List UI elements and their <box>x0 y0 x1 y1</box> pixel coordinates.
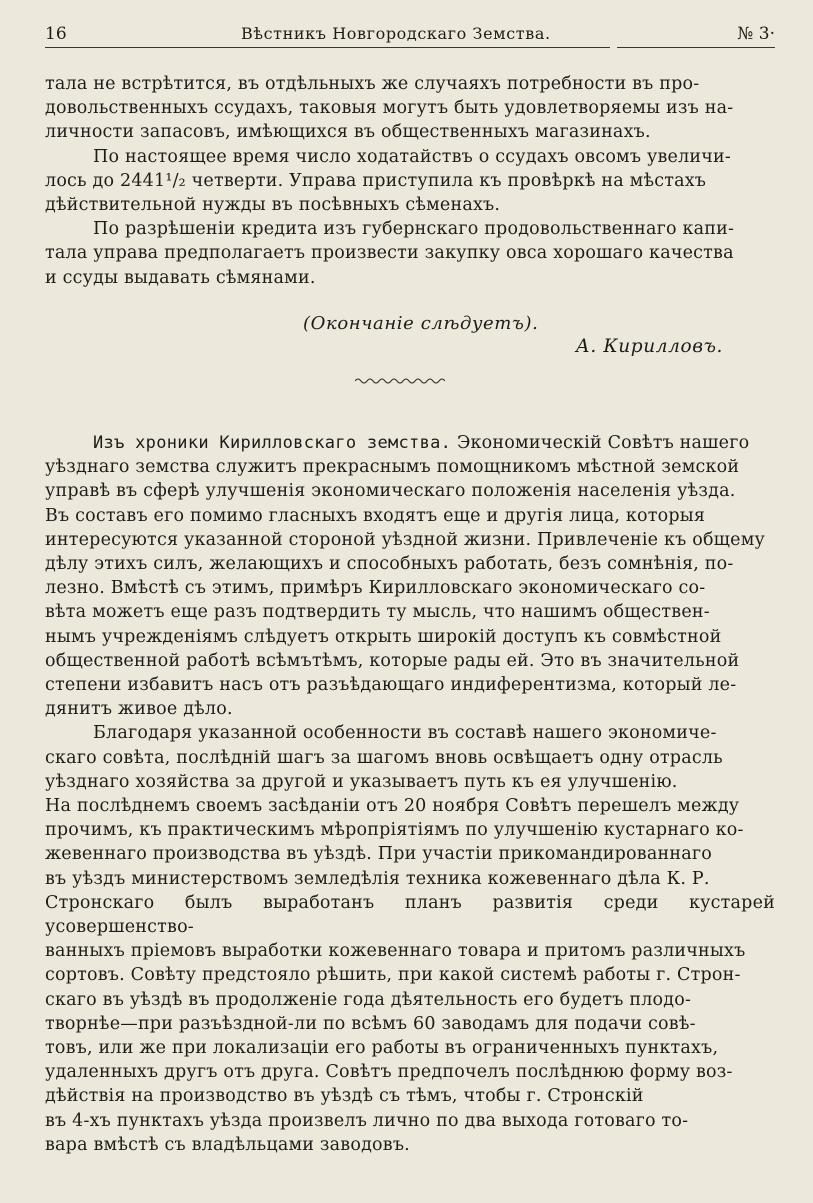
text-line: лось до 2441¹/₂ четверти. Управа приступила къ провѣркѣ на мѣстахъ <box>45 170 707 191</box>
text-line: тала не встрѣтится, въ отдѣльныхъ же случаяхъ потребности въ про- <box>45 74 700 94</box>
running-title: Вѣстникъ Новгородскаго Земства. <box>241 24 551 43</box>
text-line: въ 4-хъ пунктахъ уѣзда произвелъ лично по два выхода готоваго то- <box>45 1110 689 1131</box>
author-signature: А. Кирилловъ. <box>575 336 723 357</box>
text-line: Въ составъ его помимо гласныхъ входятъ еще и другія лица, которыя <box>45 505 706 526</box>
text-line: Благодаря указанной особенности въ составѣ нашего экономиче- <box>93 723 717 744</box>
page-header <box>45 22 775 48</box>
article-continuation <box>45 72 775 290</box>
text-line: сортовъ. Совѣту предстояло рѣшить, при какой системѣ работы г. Строн- <box>45 965 741 986</box>
text-line: Стронскаго былъ выработанъ планъ развитія среди кустарей усовершенство- <box>45 892 775 938</box>
header-rule <box>617 47 775 48</box>
text-line: скаго совѣта, послѣдній шагъ за шагомъ вновь освѣщаетъ одну отрасль <box>45 747 723 768</box>
issue-number: № 3· <box>737 24 775 44</box>
wavy-divider <box>355 376 445 386</box>
text-line: удаленныхъ другъ отъ друга. Совѣтъ предпочелъ послѣднюю форму воз- <box>45 1062 733 1083</box>
text-line: общественной работѣ всѣмътѣмъ, которые рады ей. Это въ значительной <box>45 650 740 671</box>
text-line: вѣта можетъ еще разъ подтвердить ту мысль, что нашимъ обществен- <box>45 602 710 623</box>
text-line: въ уѣздъ министерствомъ земледѣлія техника кожевеннаго дѣла К. Р. <box>45 868 710 889</box>
text-line: степени избавитъ насъ отъ разъѣдающаго индиферентизма, который ле- <box>45 675 737 696</box>
text-line: дѣйствительной нужды въ посѣвныхъ сѣменахъ. <box>45 195 501 216</box>
text-line: вара вмѣстѣ съ владѣльцами заводовъ. <box>45 1134 410 1155</box>
text-line: ванныхъ пріемовъ выработки кожевеннаго товара и притомъ различныхъ <box>45 941 746 962</box>
text-line: нымъ учрежденіямъ слѣдуетъ открыть широкій доступъ къ совмѣстной <box>45 626 722 647</box>
text-line: скаго въ уѣздѣ въ продолженіе года дѣятельность его будетъ плодо- <box>45 989 692 1010</box>
article-lead-heading: Изъ хроники Кирилловскаго земства. <box>93 433 452 453</box>
text-line: На послѣднемъ своемъ засѣданіи отъ 20 ноября Совѣтъ перешелъ между <box>45 796 740 817</box>
text-line: уѣзднаго хозяйства за другой и указываетъ путь къ ея улучшенію. <box>45 771 678 792</box>
text-line: жевеннаго производства въ уѣздѣ. При участіи прикомандированнаго <box>45 844 712 865</box>
text-line: управѣ въ сферѣ улучшенія экономическаго положенія населенія уѣзда. <box>45 481 736 502</box>
page-number: 16 <box>45 24 67 44</box>
text-fragment: Экономическій Совѣтъ нашего <box>451 433 750 453</box>
text-line: уѣзднаго земства служитъ прекраснымъ помощникомъ мѣстной земской <box>45 457 740 478</box>
text-line: По настоящее время число ходатайствъ о ссудахъ овсомъ увеличи- <box>93 146 731 167</box>
text-line: дянитъ живое дѣло. <box>45 699 233 720</box>
chronicle-article <box>45 431 775 1157</box>
text-line: По разрѣшеніи кредита изъ губернскаго продовольственнаго капи- <box>93 219 735 240</box>
text-line: творнѣе—при разъѣздной-ли по всѣмъ 60 заводамъ для подачи совѣ- <box>45 1013 696 1034</box>
text-line: дѣйствія на производство въ уѣздѣ съ тѣмъ, чтобы г. Стронскій <box>45 1086 644 1107</box>
text-line: лезно. Вмѣстѣ съ этимъ, примѣръ Кирилловскаго экономическаго со- <box>45 578 706 599</box>
text-line: личности запасовъ, имѣющихся въ общественныхъ магазинахъ. <box>45 122 651 143</box>
text-line: довольственныхъ ссудахъ, таковыя могутъ быть удовлетворяемы изъ на- <box>45 98 734 119</box>
text-line: дѣлу этихъ силъ, желающихъ и способныхъ работать, безъ сомнѣнія, по- <box>45 554 734 575</box>
text-line: интересуются указанной стороной уѣздной жизни. Привлеченіе къ общему <box>45 529 766 550</box>
text-line: прочимъ, къ практическимъ мѣропріятіямъ по улучшенію кустарнаго ко- <box>45 820 744 841</box>
text-line: товъ, или же при локализаціи его работы въ ограниченныхъ пунктахъ, <box>45 1038 719 1059</box>
text-line: тала управа предполагаетъ произвести закупку овса хорошаго качества <box>45 243 734 264</box>
text-line <box>45 431 775 455</box>
continuation-note: (Окончаніе слѣдуетъ). <box>303 313 539 334</box>
text-line: и ссуды выдавать сѣмянами. <box>45 267 316 288</box>
header-rule <box>45 47 610 48</box>
